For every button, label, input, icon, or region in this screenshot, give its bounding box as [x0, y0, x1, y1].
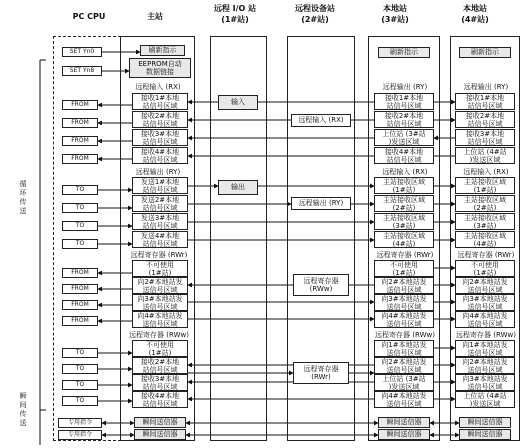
- local3-rww-area-2: 向2#本地站发 送信号区域: [374, 357, 434, 374]
- local4-rww-area-1: 向1#本地站发 送信号区域: [455, 340, 515, 357]
- header-local3: 本地站: [383, 4, 407, 13]
- to-command-rw-4: TO: [62, 396, 98, 406]
- remote-dev-rwr-box: 远程寄存器 (RWw): [293, 274, 349, 296]
- header-local4: 本地站: [463, 4, 487, 13]
- local3-ry-area-4: 接收4#本地 站信号区域: [374, 147, 434, 164]
- master-rx-header: 远程输入 (RX): [135, 83, 181, 91]
- header-master: 主站: [147, 12, 163, 21]
- to-command-rw-2: TO: [62, 364, 98, 374]
- special-command-2: 专用指令: [58, 430, 102, 440]
- local4-rwr-area-2: 向2#本地站发 送信号区域: [455, 277, 515, 294]
- local4-ry-area-1: 接收1#本地 站信号区域: [455, 93, 515, 110]
- local3-ry-area-2: 接收2#本地 站信号区域: [374, 111, 434, 128]
- master-rww-area-4: 接收4#本地 站信号区域: [132, 391, 188, 408]
- master-instant-box-1: 瞬间送信器: [134, 417, 186, 428]
- master-rww-header: 远程寄存器 (RWw): [129, 331, 189, 339]
- master-rww-area-2: 接收2#本地 站信号区域: [132, 357, 188, 374]
- to-command-4: TO: [62, 239, 98, 249]
- master-ry-area-1: 发送1#本地 站信号区域: [132, 177, 188, 194]
- master-rww-area-3: 接收3#本地 站信号区域: [132, 374, 188, 391]
- local3-ry-area-1: 接收1#本地 站信号区域: [374, 93, 434, 110]
- special-command-1: 专用指令: [58, 418, 102, 428]
- local3-rx-header: 远程输入 (RX): [382, 168, 428, 176]
- instant-transfer-label: 瞬 间 传 送: [19, 392, 27, 427]
- local4-ry-area-3: 接收3#本地 站信号区域: [455, 129, 515, 146]
- local4-rwr-header: 远程寄存器 (RWr): [457, 251, 515, 259]
- master-ry-area-2: 发送2#本地 站信号区域: [132, 195, 188, 212]
- from-command-rw-3: FROM: [62, 300, 98, 310]
- local4-rwr-area-4: 向4#本地站发 送信号区域: [455, 311, 515, 328]
- local3-rwr-area-4: 向4#本地站发 送信号区域: [374, 311, 434, 328]
- local4-instant-box-1: 瞬间送信器: [459, 417, 511, 428]
- local3-rx-area-1: 主站接收区域 (1#站): [374, 177, 434, 194]
- local4-ry-area-4: 上位站 (4#站 )发送区域: [455, 147, 515, 164]
- local3-rww-area-1: 向1#本地站发 送信号区域: [374, 340, 434, 357]
- local3-rww-area-4: 向4#本地站发 送信号区域: [374, 391, 434, 408]
- local4-rwr-area-3: 向3#本地站发 送信号区域: [455, 294, 515, 311]
- local3-instant-box-1: 瞬间送信器: [378, 417, 430, 428]
- local3-rwr-na: 不可使用 (1#站): [374, 260, 434, 277]
- from-command-4: FROM: [62, 154, 98, 164]
- local3-instant-box-2: 瞬间送信器: [378, 429, 430, 440]
- remote-io-output-box: 输出: [218, 180, 258, 195]
- local3-rwr-area-2: 向2#本地站发 送信号区域: [374, 277, 434, 294]
- header-remote-dev: 远程设备站: [295, 4, 335, 13]
- local3-rww-header: 远程寄存器 (RWw): [375, 331, 435, 339]
- to-command-2: TO: [62, 203, 98, 213]
- local4-rww-area-2: 向2#本地站发 送信号区域: [455, 357, 515, 374]
- local4-rx-area-3: 主站接收区域 (3#站): [455, 213, 515, 230]
- local4-instant-box-2: 瞬间送信器: [459, 429, 511, 440]
- master-ry-header: 远程输出 (RY): [135, 168, 181, 176]
- local3-rx-area-2: 主站接收区域 (2#站): [374, 195, 434, 212]
- to-command-1: TO: [62, 185, 98, 195]
- local3-ry-area-3: 上位站 (3#站 )发送区域: [374, 129, 434, 146]
- from-command-rw-4: FROM: [62, 316, 98, 326]
- local4-rx-area-4: 主站接收区域 (4#站): [455, 231, 515, 248]
- local3-refresh-box: 刷新指示: [378, 47, 430, 58]
- local3-rx-area-4: 主站接收区域 (4#站): [374, 231, 434, 248]
- to-command-3: TO: [62, 221, 98, 231]
- local4-rww-area-4: 上位站 (4#站 )发送区域: [455, 391, 515, 408]
- master-rwr-area-3: 向3#本地站发 送信号区域: [132, 294, 188, 311]
- local4-rx-area-2: 主站接收区域 (2#站): [455, 195, 515, 212]
- master-refresh-box: 刷新指示: [140, 45, 185, 56]
- local4-ry-header: 远程输出 (RY): [463, 83, 509, 91]
- remote-dev-rww-box: 远程寄存器 (RWr): [293, 362, 349, 384]
- master-ry-area-4: 发送4#本地 站信号区域: [132, 231, 188, 248]
- local3-rx-area-3: 主站接收区域 (3#站): [374, 213, 434, 230]
- local3-rwr-area-3: 向3#本地站发 送信号区域: [374, 294, 434, 311]
- master-instant-box-2: 瞬间送信器: [134, 429, 186, 440]
- remote-io-input-box: 输入: [218, 95, 258, 110]
- master-rww-na: 不可使用 (1#站): [132, 340, 188, 357]
- master-rwr-na: 不可使用 (1#站): [132, 260, 188, 277]
- header-remote-dev-sub: (2#站): [301, 15, 329, 24]
- from-command-rw-2: FROM: [62, 284, 98, 294]
- from-command-1: FROM: [62, 100, 98, 110]
- header-pc-cpu: PC CPU: [72, 12, 106, 21]
- local3-ry-header: 远程输出 (RY): [382, 83, 428, 91]
- master-ry-area-3: 发送3#本地 站信号区域: [132, 213, 188, 230]
- master-rx-area-3: 接收3#本地 站信号区域: [132, 129, 188, 146]
- master-rx-area-1: 接收1#本地 站信号区域: [132, 93, 188, 110]
- master-rx-area-4: 接收4#本地 站信号区域: [132, 147, 188, 164]
- local4-ry-area-2: 接收2#本地 站信号区域: [455, 111, 515, 128]
- master-eeprom-box: EEPROM自动 数据链接: [129, 58, 191, 78]
- header-local4-sub: (4#站): [461, 15, 489, 24]
- header-remote-io-sub: (1#站): [221, 15, 249, 24]
- master-rwr-area-2: 向2#本地站发 送信号区域: [132, 277, 188, 294]
- set-yn0-command: SET Yn0: [62, 47, 102, 57]
- to-command-rw-1: TO: [62, 348, 98, 358]
- set-yn8-command: SET Yn8: [62, 66, 102, 76]
- from-command-rw-1: FROM: [62, 268, 98, 278]
- from-command-3: FROM: [62, 136, 98, 146]
- local3-rww-area-3: 上位站 (3#站 )发送区域: [374, 374, 434, 391]
- local3-rwr-header: 远程寄存器 (RWr): [376, 251, 434, 259]
- master-rwr-header: 远程寄存器 (RWr): [130, 251, 188, 259]
- local4-refresh-box: 刷新指示: [459, 47, 511, 58]
- remote-dev-rx-box: 远程输入 (RX): [291, 114, 351, 127]
- local4-rx-area-1: 主站接收区域 (1#站): [455, 177, 515, 194]
- local4-rww-header: 远程寄存器 (RWw): [456, 331, 516, 339]
- cycle-transfer-label: 循 环 传 送: [19, 180, 27, 215]
- from-command-2: FROM: [62, 118, 98, 128]
- master-rwr-area-4: 向4#本地站发 送信号区域: [132, 311, 188, 328]
- local4-rww-area-3: 向3#本地站发 送信号区域: [455, 374, 515, 391]
- master-rx-area-2: 接收2#本地 站信号区域: [132, 111, 188, 128]
- header-local3-sub: (3#站): [381, 15, 409, 24]
- local4-rwr-na: 不可使用 (1#站): [455, 260, 515, 277]
- header-remote-io: 远程 I/O 站: [213, 4, 257, 13]
- remote-dev-ry-box: 远程输出 (RY): [291, 197, 351, 210]
- to-command-rw-3: TO: [62, 380, 98, 390]
- local4-rx-header: 远程输入 (RX): [463, 168, 509, 176]
